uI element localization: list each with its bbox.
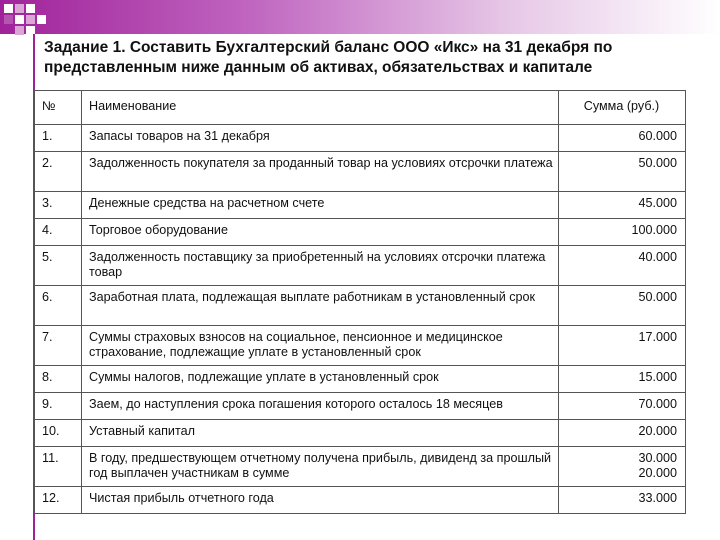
sum-value: 70.000 [638, 397, 677, 411]
row-number: 4. [35, 219, 82, 246]
row-name: Чистая прибыль отчетного года [82, 487, 559, 514]
table-row [35, 366, 686, 393]
table-row [35, 192, 686, 219]
page-title: Задание 1. Составить Бухгалтерский баланс ООО «Икс» на 31 декабря по представленным ниже данным об активах, обязательствах и капитале [44, 39, 613, 76]
sum-value: 100.000 [631, 223, 677, 237]
row-sum [559, 286, 686, 326]
sum-value: 50.000 [638, 290, 677, 304]
row-name: Торговое оборудование [82, 219, 559, 246]
row-name: Заработная плата, подлежащая выплате работникам в установленный срок [82, 286, 559, 326]
sum-value: 33.000 [638, 491, 677, 505]
table-row [35, 447, 686, 487]
row-sum [559, 219, 686, 246]
sum-value: 30.000 [638, 451, 677, 465]
header-sum: Сумма (руб.) [559, 91, 686, 125]
sum-value: 15.000 [638, 370, 677, 384]
row-number: 8. [35, 366, 82, 393]
row-sum [559, 420, 686, 447]
sum-value: 17.000 [638, 330, 677, 344]
row-name: В году, предшествующем отчетному получена прибыль, дивиденд за прошлый год выплачен участникам в сумме [82, 447, 559, 487]
table-header-row [35, 91, 686, 125]
table-row [35, 246, 686, 286]
row-sum [559, 125, 686, 152]
sum-value: 50.000 [638, 156, 677, 170]
table-row [35, 420, 686, 447]
table-row [35, 393, 686, 420]
row-sum [559, 366, 686, 393]
row-sum [559, 393, 686, 420]
row-sum [559, 447, 686, 487]
sum-value: 45.000 [638, 196, 677, 210]
row-name: Заем, до наступления срока погашения которого осталось 18 месяцев [82, 393, 559, 420]
row-number: 5. [35, 246, 82, 286]
balance-data-table [34, 90, 686, 514]
sum-value: 60.000 [638, 129, 677, 143]
header-number: № [35, 91, 82, 125]
sum-value: 20.000 [638, 424, 677, 438]
row-name: Денежные средства на расчетном счете [82, 192, 559, 219]
row-name: Суммы налогов, подлежащие уплате в установленный срок [82, 366, 559, 393]
table-row [35, 326, 686, 366]
row-number: 1. [35, 125, 82, 152]
row-number: 9. [35, 393, 82, 420]
row-number: 3. [35, 192, 82, 219]
row-sum [559, 326, 686, 366]
header-band [0, 0, 720, 34]
row-number: 6. [35, 286, 82, 326]
table-row [35, 219, 686, 246]
row-sum [559, 192, 686, 219]
table-row [35, 152, 686, 192]
row-number: 12. [35, 487, 82, 514]
row-sum [559, 487, 686, 514]
row-sum [559, 152, 686, 192]
table-row [35, 487, 686, 514]
decorative-squares [0, 0, 60, 40]
row-number: 10. [35, 420, 82, 447]
row-number: 11. [35, 447, 82, 487]
sum-value: 20.000 [638, 466, 677, 480]
sum-value: 40.000 [638, 250, 677, 264]
table-row [35, 125, 686, 152]
row-name: Уставный капитал [82, 420, 559, 447]
row-name: Суммы страховых взносов на социальное, пенсионное и медицинское страхование, подлежащие уплате в установленный срок [82, 326, 559, 366]
row-name: Задолженность покупателя за проданный товар на условиях отсрочки платежа [82, 152, 559, 192]
header-name: Наименование [82, 91, 559, 125]
row-name: Запасы товаров на 31 декабря [82, 125, 559, 152]
row-name: Задолженность поставщику за приобретенный на условиях отсрочки платежа товар [82, 246, 559, 286]
row-number: 7. [35, 326, 82, 366]
row-number: 2. [35, 152, 82, 192]
table-row [35, 286, 686, 326]
row-sum [559, 246, 686, 286]
